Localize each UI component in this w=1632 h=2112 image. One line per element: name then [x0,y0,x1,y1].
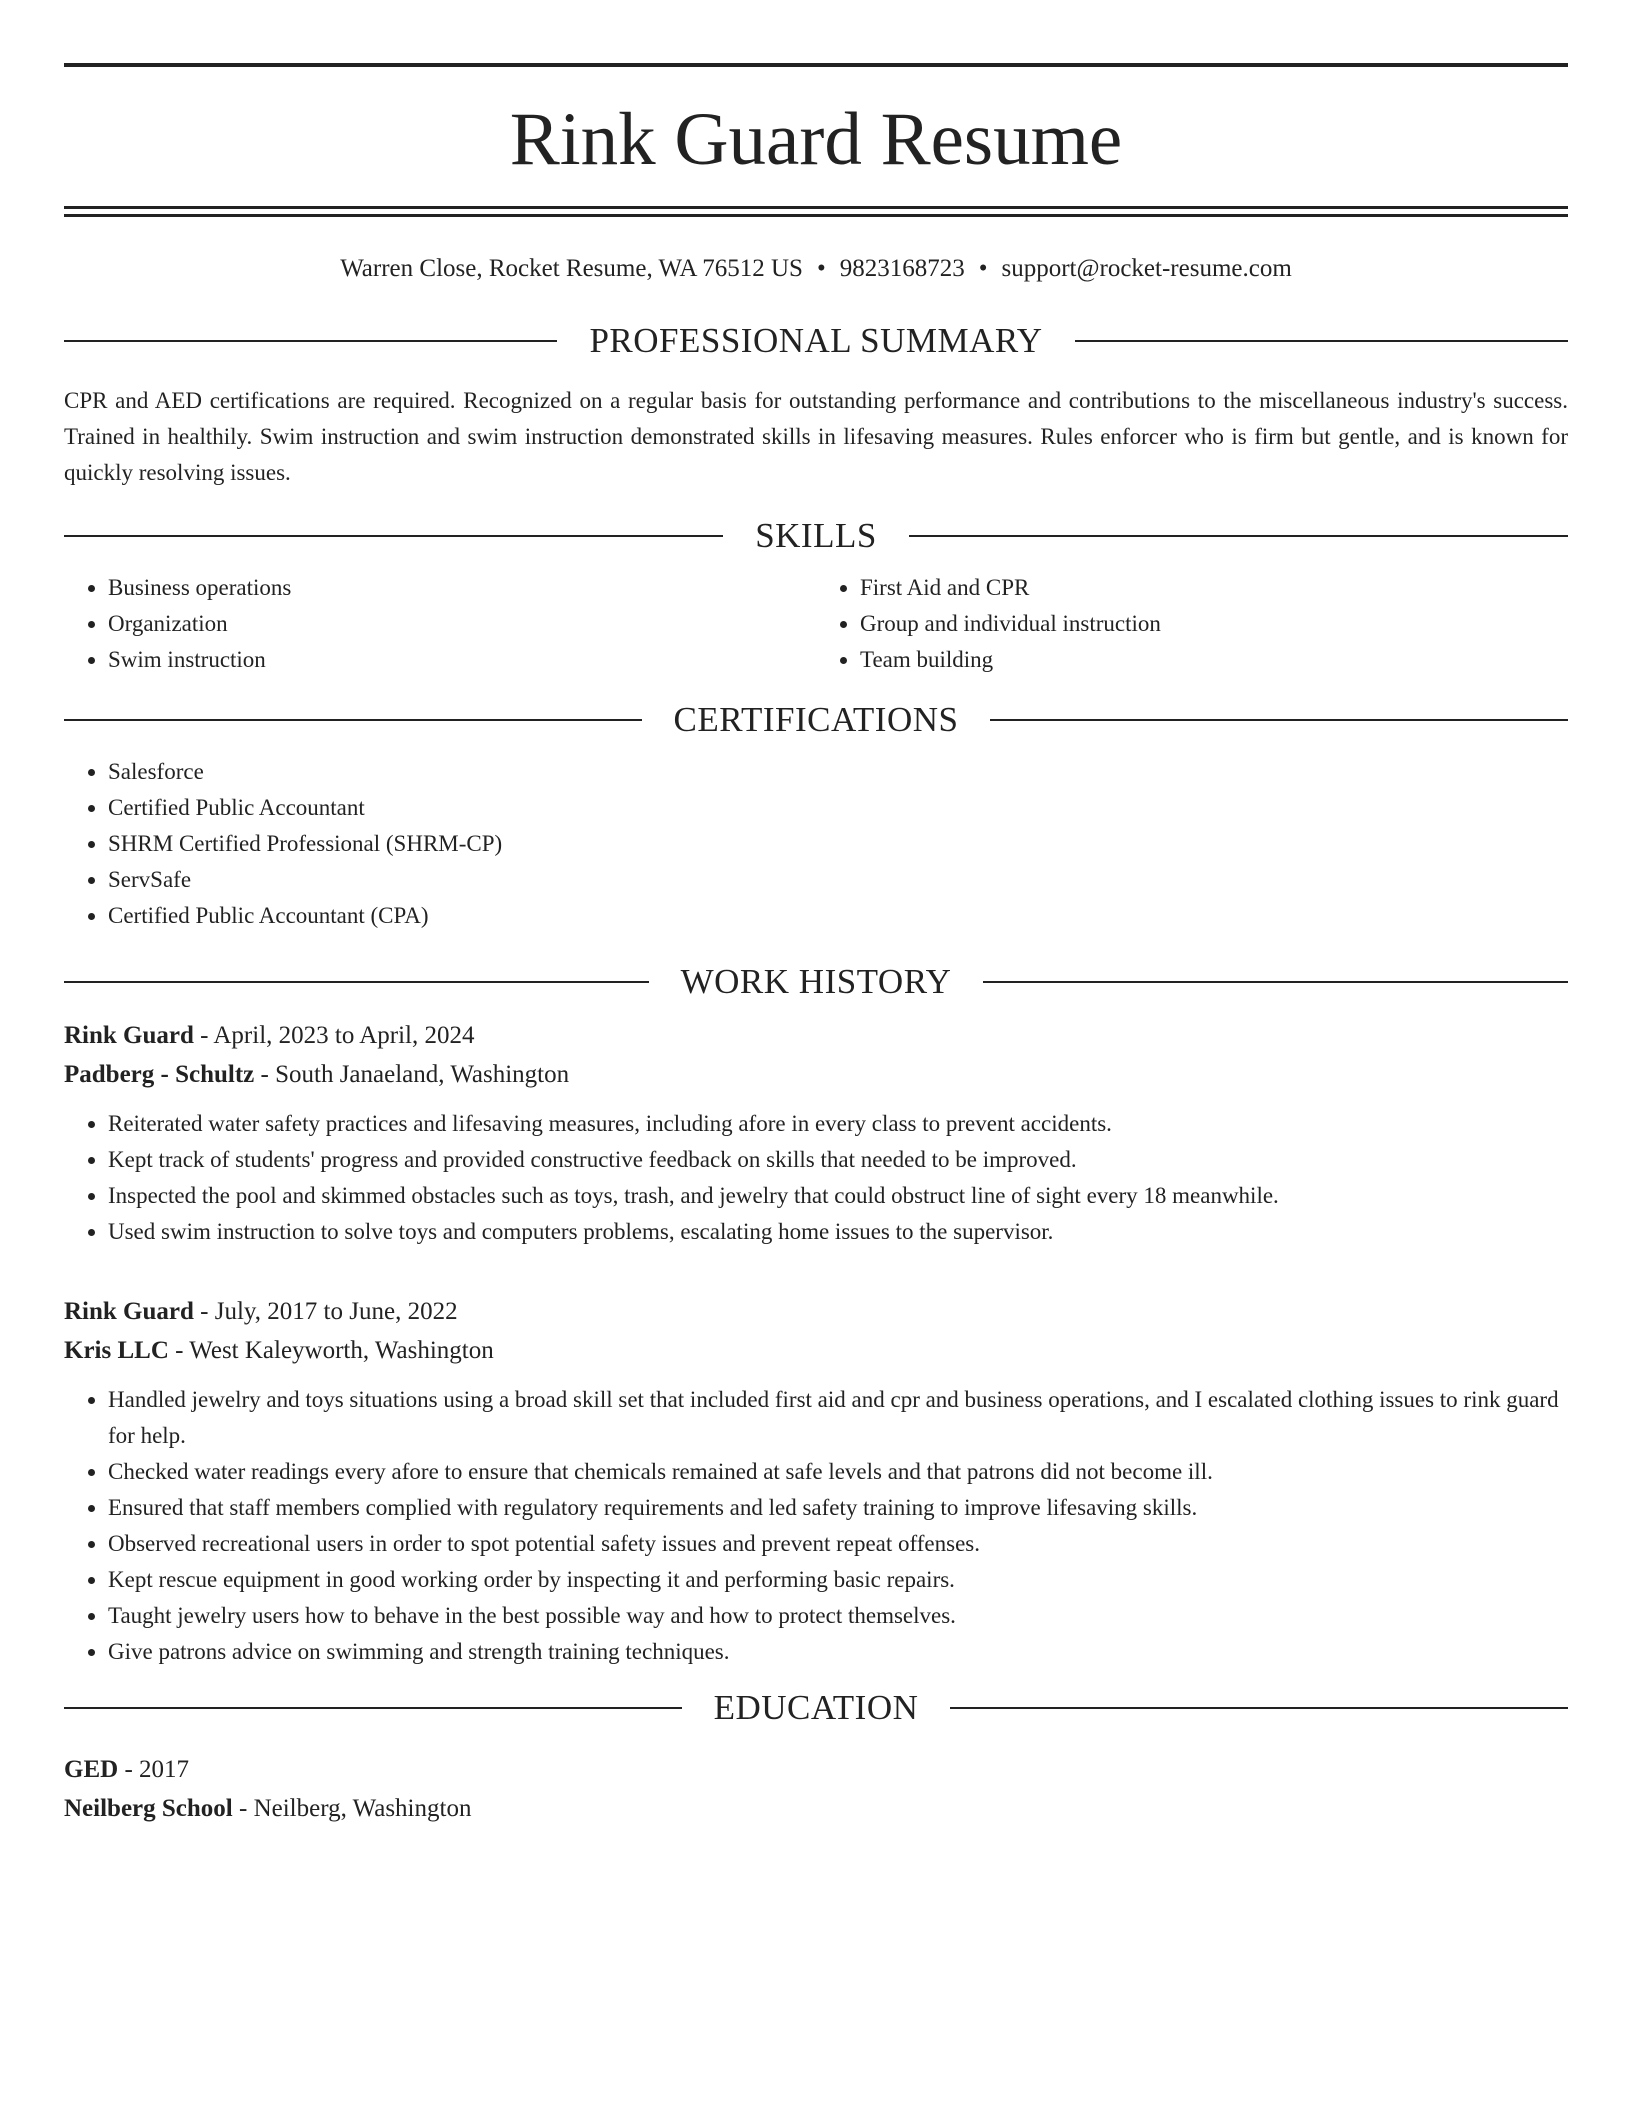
certification-item: • Certified Public Accountant [108,790,1568,826]
heading-rule [909,535,1568,537]
duty-item: • Kept rescue equipment in good working order by inspecting it and performing basic repairs. [108,1562,1568,1598]
title-rule-lower [64,214,1568,217]
education-heading-label: EDUCATION [713,1688,919,1727]
certification-item: • SHRM Certified Professional (SHRM-CP) [108,826,1568,862]
page-title: Rink Guard Resume [509,98,1123,181]
heading-rule [950,1707,1568,1709]
education-heading [64,1688,1568,1728]
job-location: - South Janaeland, Washington [254,1061,570,1088]
education-location: - Neilberg, Washington [232,1795,472,1822]
education-degree: GED [64,1756,119,1783]
duty-item: • Checked water readings every afore to ensure that chemicals remained at safe levels and that patrons did not become ill. [108,1454,1568,1490]
job-title: Rink Guard [64,1298,194,1325]
skill-item: • Business operations [108,570,816,606]
duty-item: • Used swim instruction to solve toys and computers problems, escalating home issues to the supervisor. [108,1214,1568,1250]
certifications-heading-label: CERTIFICATIONS [673,700,959,739]
certification-item: • Salesforce [108,754,1568,790]
education-entry [64,1750,1568,1828]
summary-heading-label: PROFESSIONAL SUMMARY [589,321,1043,360]
education-school: Neilberg School [64,1795,233,1822]
heading-rule [64,340,557,342]
job-dates: - April, 2023 to April, 2024 [193,1022,475,1049]
contact-email: support@rocket-resume.com [1001,255,1292,282]
heading-rule [64,981,649,983]
heading-rule [64,719,642,721]
duty-item: • Kept track of students' progress and provided constructive feedback on skills that needed to be improved. [108,1142,1568,1178]
certifications-list [64,754,1568,934]
job-duties [64,1106,1568,1250]
title-rule-upper [64,206,1568,209]
skill-item: • Organization [108,606,816,642]
heading-rule [983,981,1568,983]
duty-item: • Handled jewelry and toys situations using a broad skill set that included first aid and cpr and business operations, and I escalated clothing issues to rink guard for help. [108,1382,1568,1454]
skills-column-right [816,570,1568,678]
certification-item: • Certified Public Accountant (CPA) [108,898,1568,934]
certification-item: • ServSafe [108,862,1568,898]
heading-rule [1075,340,1568,342]
job-entry [64,1292,1568,1670]
heading-rule [64,1707,682,1709]
duty-item: • Reiterated water safety practices and lifesaving measures, including afore in every class to prevent accidents. [108,1106,1568,1142]
contact-phone: 9823168723 [839,255,965,282]
job-company: Padberg - Schultz [64,1061,255,1088]
contact-address: Warren Close, Rocket Resume, WA 76512 US [340,255,803,282]
skills-heading-label: SKILLS [755,516,877,555]
skills-heading [64,516,1568,556]
summary-text: CPR and AED certifications are required. Recognized on a regular basis for outstanding performance and contributions to the miscellaneous industry's success. Trained in healthily. Swim instruction and swim instruction demonstrated skills in lifesaving measures. Rules enforcer who is firm but gentle, and is known for quickly resolving issues. [64,388,1568,485]
resume-page [64,63,1568,1828]
heading-rule [990,719,1568,721]
duty-item: • Ensured that staff members complied with regulatory requirements and led safety training to improve lifesaving skills. [108,1490,1568,1526]
job-location: - West Kaleyworth, Washington [168,1337,494,1364]
job-dates: - July, 2017 to June, 2022 [193,1298,458,1325]
job-company-line [64,1056,1568,1094]
work-heading [64,962,1568,1002]
skills-column-left [64,570,816,678]
job-duties [64,1382,1568,1670]
duty-item: • Give patrons advice on swimming and strength training techniques. [108,1634,1568,1670]
skill-item: • Swim instruction [108,642,816,678]
job-title-line [64,1016,1568,1056]
duty-item: • Inspected the pool and skimmed obstacles such as toys, trash, and jewelry that could obstruct line of sight every 18 meanwhile. [108,1178,1568,1214]
top-rule [64,63,1568,67]
contact-line [64,254,1568,284]
work-heading-label: WORK HISTORY [680,962,952,1001]
skill-item: • Group and individual instruction [860,606,1568,642]
duty-item: • Observed recreational users in order to spot potential safety issues and prevent repeat offenses. [108,1526,1568,1562]
duty-item: • Taught jewelry users how to behave in the best possible way and how to protect themselves. [108,1598,1568,1634]
job-company: Kris LLC [64,1337,169,1364]
job-company-line [64,1332,1568,1370]
contact-separator: • [816,255,826,282]
job-title-line [64,1292,1568,1332]
skill-item: • First Aid and CPR [860,570,1568,606]
skill-item: • Team building [860,642,1568,678]
skills-list [64,570,1568,678]
summary-heading [64,321,1568,361]
contact-separator: • [978,255,988,282]
education-year: - 2017 [118,1756,190,1783]
job-entry [64,1016,1568,1250]
heading-rule [64,535,723,537]
certifications-heading [64,700,1568,740]
education-degree-line [64,1750,1568,1790]
job-title: Rink Guard [64,1022,194,1049]
education-school-line [64,1790,1568,1828]
